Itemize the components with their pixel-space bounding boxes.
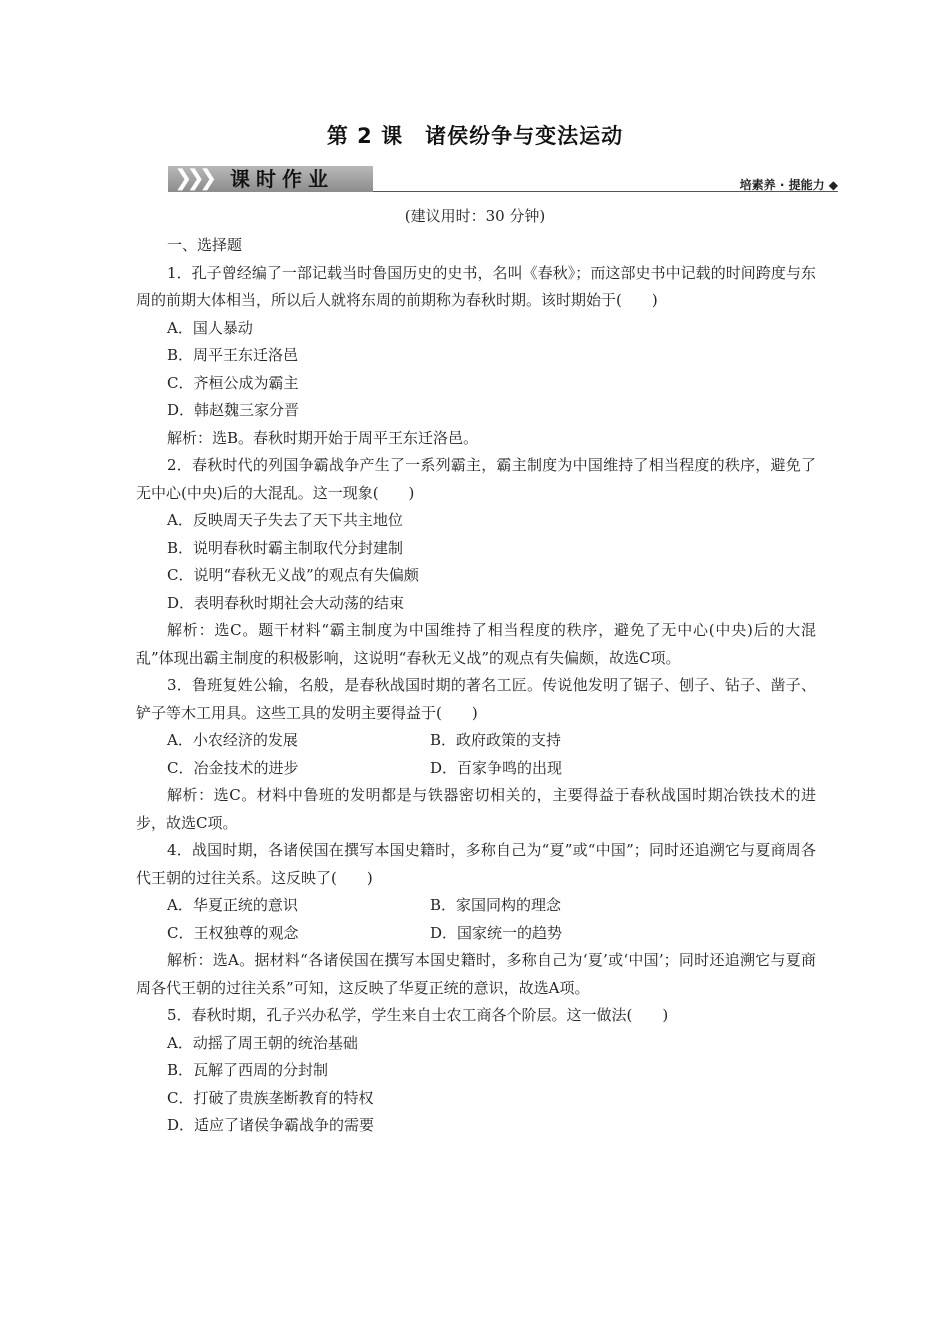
question-3-option-a: A．小农经济的发展	[167, 731, 298, 749]
question-3-option-c: C．冶金技术的进步	[167, 758, 299, 777]
banner-tagline	[740, 176, 838, 193]
question-3-options-row-1	[136, 727, 816, 755]
question-1-analysis: 解析：选B。春秋时期开始于周平王东迁洛邑。	[167, 428, 479, 447]
question-5-option-d: D．适应了诸侯争霸战争的需要	[167, 1116, 375, 1134]
question-4-stem: 4．战国时期，各诸侯国在撰写本国史籍时，多称自己为“夏”或“中国”；同时还追溯它与夏商周各代王朝的过往关系。这反映了( )	[136, 841, 816, 887]
question-4-option-d: D．国家统一的趋势	[430, 923, 563, 942]
question-5-option-c: C．打破了贵族垄断教育的特权	[167, 1088, 374, 1107]
question-1-option-a: A．国人暴动	[167, 318, 253, 337]
question-4-options-row-2	[136, 920, 816, 948]
banner-label: 课时作业	[230, 167, 334, 191]
question-2-option-b: B．说明春秋时霸主制取代分封建制	[167, 538, 404, 557]
question-4-options-row-1	[136, 892, 816, 920]
question-3-options-row-2	[136, 755, 816, 783]
question-1-stem: 1．孔子曾经编了一部记载当时鲁国历史的史书，名叫《春秋》；而这部史书中记载的时间跨度与东周的前期大体相当，所以后人就将东周的前期称为春秋时期。该时期始于( )	[136, 263, 816, 309]
diamond-icon: ◆	[828, 178, 838, 192]
question-1-option-d: D．韩赵魏三家分晋	[167, 401, 300, 419]
question-list	[136, 232, 816, 1140]
question-3-option-b: B．政府政策的支持	[430, 731, 562, 749]
question-1-option-c: C．齐桓公成为霸主	[167, 373, 299, 392]
question-3-analysis: 解析：选C。材料中鲁班的发明都是与铁器密切相关的，主要得益于春秋战国时期冶铁技术的进步，故选C项。	[136, 786, 816, 832]
question-5-option-b: B．瓦解了西周的分封制	[167, 1061, 329, 1079]
chevron-right-icon: ❯❯❯	[174, 166, 212, 191]
homework-banner	[168, 164, 838, 194]
section-title: 一、选择题	[167, 236, 243, 254]
question-5-stem: 5．春秋时期，孔子兴办私学，学生来自士农工商各个阶层。这一做法( )	[167, 1006, 669, 1024]
suggested-time-note: (建议用时：30 分钟)	[404, 207, 546, 225]
question-2-option-c: C．说明“春秋无义战”的观点有失偏颇	[167, 566, 419, 584]
question-2-analysis: 解析：选C。题干材料“霸主制度为中国维持了相当程度的秩序，避免了无中心(中央)后的大混乱”体现出霸主制度的积极影响，这说明“春秋无义战”的观点有失偏颇，故选C项。	[136, 621, 816, 667]
banner-tagline-text: 培素养 · 提能力	[739, 178, 825, 192]
question-3-option-d: D．百家争鸣的出现	[430, 758, 563, 777]
question-4-option-a: A．华夏正统的意识	[167, 896, 298, 914]
question-4-option-c: C．王权独尊的观念	[167, 923, 299, 942]
question-1-option-b: B．周平王东迁洛邑	[167, 346, 299, 364]
lesson-title: 第 2 课 诸侯纷争与变法运动	[326, 124, 624, 148]
question-2-stem: 2．春秋时代的列国争霸战争产生了一系列霸主，霸主制度为中国维持了相当程度的秩序，避免了无中心(中央)后的大混乱。这一现象( )	[136, 456, 816, 502]
question-5-option-a: A．动摇了周王朝的统治基础	[167, 1033, 358, 1052]
question-2-option-a: A．反映周天子失去了天下共主地位	[167, 511, 403, 529]
question-4-option-b: B．家国同构的理念	[430, 896, 562, 914]
question-2-option-d: D．表明春秋时期社会大动荡的结束	[167, 593, 405, 612]
question-4-analysis: 解析：选A。据材料“各诸侯国在撰写本国史籍时，多称自己为‘夏’或‘中国’；同时还追溯它与夏商周各代王朝的过往关系”可知，这反映了华夏正统的意识，故选A项。	[136, 951, 816, 997]
question-3-stem: 3．鲁班复姓公输，名般，是春秋战国时期的著名工匠。传说他发明了锯子、刨子、钻子、凿子、铲子等木工用具。这些工具的发明主要得益于( )	[136, 676, 816, 722]
